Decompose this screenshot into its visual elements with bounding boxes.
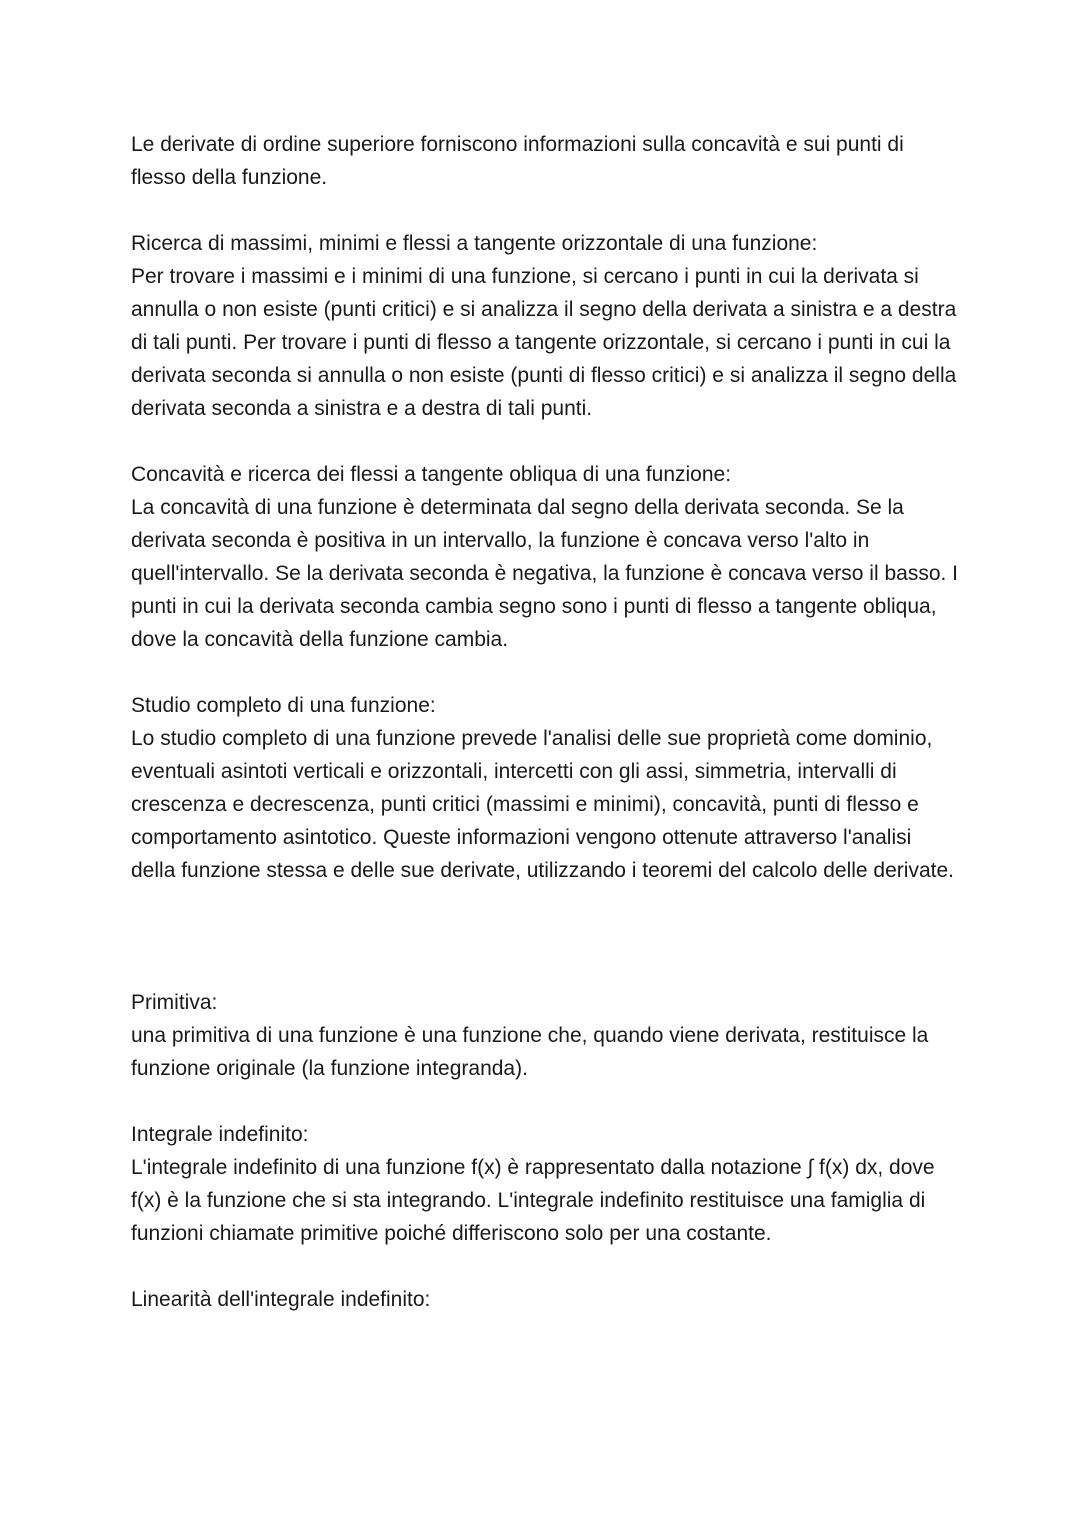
section-heading: Linearità dell'integrale indefinito: [131,1288,431,1311]
section-studio-completo [131,689,961,887]
section-body: La concavità di una funzione è determinata dal segno della derivata seconda. Se la derivata seconda è positiva in un intervallo, la funzione è concava verso l'alto in quell'intervallo. Se la derivata seconda è negativa, la funzione è concava verso il basso. I punti in cui la derivata seconda cambia segno sono i punti di flesso a tangente obliqua, dove la concavità della funzione cambia. [131,496,959,651]
section-linearita [131,1283,961,1316]
section-body: una primitiva di una funzione è una funzione che, quando viene derivata, restituisce la funzione originale (la funzione integranda). [131,1024,929,1080]
section-heading: Concavità e ricerca dei flessi a tangente obliqua di una funzione: [131,463,732,486]
section-primitiva [131,986,961,1085]
section-heading: Integrale indefinito: [131,1123,309,1146]
section-heading: Ricerca di massimi, minimi e flessi a tangente orizzontale di una funzione: [131,232,818,255]
section-body: L'integrale indefinito di una funzione f(x) è rappresentato dalla notazione ∫ f(x) dx, dove f(x) è la funzione che si sta integrando. L'integrale indefinito restituisce una famiglia di funzioni chiamate primitive poiché differiscono solo per una costante. [131,1156,935,1245]
section-heading: Primitiva: [131,991,218,1014]
section-concavita [131,458,961,656]
section-integrale-indefinito [131,1118,961,1250]
section-body: Lo studio completo di una funzione prevede l'analisi delle sue proprietà come dominio, eventuali asintoti verticali e orizzontali, intercetti con gli assi, simmetria, intervalli di crescenza e decrescenza, punti critici (massimi e minimi), concavità, punti di flesso e comportamento asintotico. Queste informazioni vengono ottenute attraverso l'analisi della funzione stessa e delle sue derivate, utilizzando i teoremi del calcolo delle derivate. [131,727,954,882]
document-content [131,128,961,1316]
section-body: Per trovare i massimi e i minimi di una funzione, si cercano i punti in cui la derivata si annulla o non esiste (punti critici) e si analizza il segno della derivata a sinistra e a destra di tali punti. Per trovare i punti di flesso a tangente orizzontale, si cercano i punti in cui la derivata seconda si annulla o non esiste (punti di flesso critici) e si analizza il segno della derivata seconda a sinistra e a destra di tali punti. [131,265,957,420]
section-heading: Studio completo di una funzione: [131,694,436,717]
section-massimi-minimi [131,227,961,425]
intro-paragraph: Le derivate di ordine superiore forniscono informazioni sulla concavità e sui punti di flesso della funzione. [131,133,904,189]
